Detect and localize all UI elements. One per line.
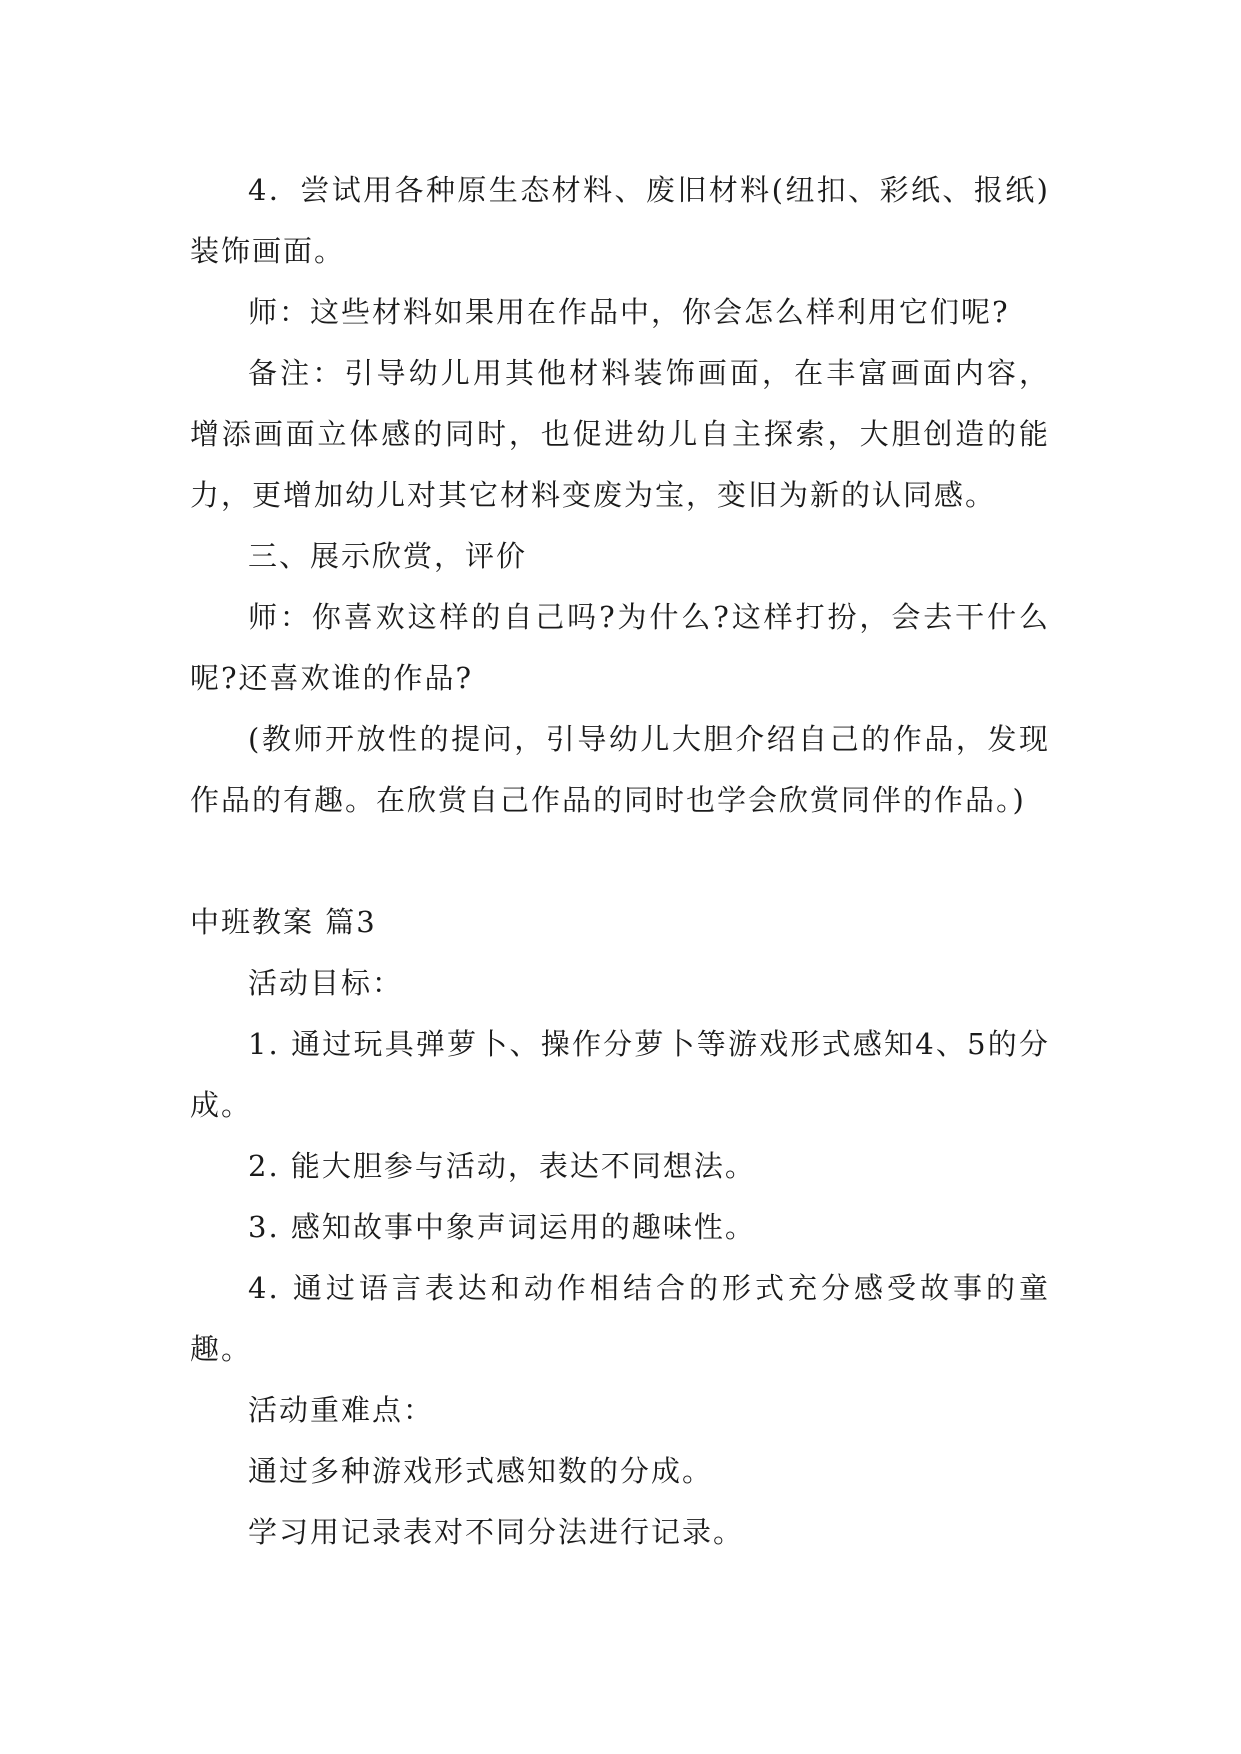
goal-3: 3. 感知故事中象声词运用的趣味性。 [248,1210,756,1244]
paragraph-item-4: 4．尝试用各种原生态材料、废旧材料(纽扣、彩纸、报纸)装饰画面。 [190,173,1050,268]
goal-4: 4. 通过语言表达和动作相结合的形式充分感受故事的童趣。 [190,1271,1050,1366]
key-point-2: 学习用记录表对不同分法进行记录。 [248,1515,745,1549]
paragraph-note: 备注：引导幼儿用其他材料装饰画面，在丰富画面内容，增添画面立体感的同时，也促进幼儿自主探索，大胆创造的能力，更增加幼儿对其它材料变废为宝，变旧为新的认同感。 [190,356,1050,512]
section-title: 中班教案 篇3 [190,905,377,939]
paragraph-teacher-question-1: 师：这些材料如果用在作品中，你会怎么样利用它们呢? [248,295,1010,329]
paragraph-teacher-question-2: 师：你喜欢这样的自己吗?为什么?这样打扮，会去干什么呢?还喜欢谁的作品? [190,600,1050,695]
key-point-1: 通过多种游戏形式感知数的分成。 [248,1454,714,1488]
document-body [190,160,1050,1563]
goal-1: 1. 通过玩具弹萝卜、操作分萝卜等游戏形式感知4、5的分成。 [190,1027,1050,1122]
paragraph-step-3: 三、展示欣赏，评价 [248,539,528,573]
key-points-heading: 活动重难点： [248,1393,435,1427]
goal-2: 2. 能大胆参与活动，表达不同想法。 [248,1149,756,1183]
paragraph-explanation: (教师开放性的提问，引导幼儿大胆介绍自己的作品，发现作品的有趣。在欣赏自己作品的同时也学会欣赏同伴的作品。) [190,722,1050,817]
goals-heading: 活动目标： [248,966,404,1000]
